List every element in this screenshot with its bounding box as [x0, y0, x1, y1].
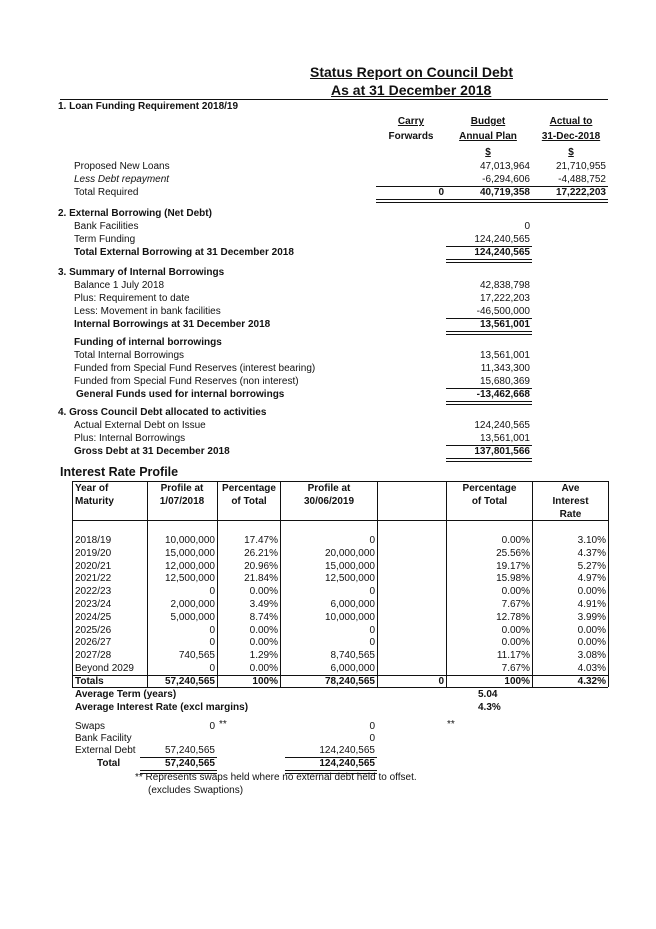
s1-row-actual: 21,710,955 [555, 161, 606, 172]
irp-cell-pct2: 12.78% [496, 611, 530, 623]
irp-h-prof1-2: 1/07/2018 [159, 496, 205, 507]
irp-h-rate-2: Interest [552, 496, 589, 507]
funding-row-value: 13,561,001 [479, 350, 530, 361]
s2-row-label: Total External Borrowing at 31 December 2018 [74, 247, 294, 258]
irp-cell-p2: 12,500,000 [324, 573, 375, 585]
funding-row-value: -13,462,668 [476, 389, 530, 400]
irp-cell-pct1: 8.74% [249, 611, 278, 623]
irp-cell-pct2: 0.00% [501, 535, 530, 546]
s1-row-label: Proposed New Loans [74, 161, 170, 172]
funding-heading: Funding of internal borrowings [74, 337, 222, 348]
irp-h-year-2: Maturity [75, 496, 114, 507]
irp-cell-p1: 12,500,000 [164, 573, 215, 585]
irp-h-prof2-2: 30/06/2019 [303, 496, 355, 507]
s1-row-actual: -4,488,752 [558, 174, 606, 185]
s4-row-value: 124,240,565 [474, 420, 530, 431]
external-debt-v1: 57,240,565 [164, 745, 215, 756]
irp-cell-p1: 0 [209, 624, 215, 636]
s4-row-value: 13,561,001 [479, 433, 530, 444]
irp-cell-pct1: 0.00% [249, 624, 278, 636]
irp-cell-rate: 0.00% [577, 637, 606, 649]
avg-term-label: Average Term (years) [75, 689, 177, 700]
title-rule [60, 99, 608, 100]
irp-h-pct2-2: of Total [471, 496, 508, 507]
funding-row-value: 11,343,300 [480, 363, 530, 374]
irp-cell-year: 2019/20 [75, 547, 112, 559]
swaps-total-label: Total [97, 758, 121, 769]
irp-h-pct1-2: of Total [231, 496, 267, 507]
irp-cell-pct1: 0.00% [249, 663, 278, 674]
irp-cell-p1: 0 [209, 586, 215, 598]
irp-cell-p2: 8,740,565 [330, 650, 375, 662]
swaps-note-1: ** Represents swaps held where no external debt held to offset. [135, 772, 417, 783]
swaps-v2: 0 [369, 721, 375, 732]
irp-cell-pct2: 19.17% [496, 560, 530, 572]
irp-cell-pct1: 20.96% [244, 560, 278, 572]
irp-cell-rate: 4.97% [577, 573, 606, 585]
irp-col-line [377, 481, 378, 687]
irp-cell-pct2: 15.98% [496, 573, 530, 585]
irp-cell-pct1: 0.00% [249, 586, 278, 598]
col-budget-2: Annual Plan [459, 131, 517, 142]
irp-h-prof1-1: Profile at [160, 483, 204, 494]
s4-row-label: Gross Debt at 31 December 2018 [74, 446, 230, 457]
irp-cell-pct1: 0.00% [249, 637, 278, 649]
irp-cell-pct2: 7.67% [501, 663, 530, 674]
irp-cell-p2: 6,000,000 [330, 663, 375, 674]
irp-cell-p1: 740,565 [178, 650, 215, 662]
col-actual-3: $ [568, 147, 574, 158]
external-debt-label: External Debt [75, 745, 136, 756]
report-title: Status Report on Council Debt [310, 64, 513, 80]
irp-totals-p1: 57,240,565 [164, 676, 215, 687]
section-3-heading: 3. Summary of Internal Borrowings [58, 267, 225, 278]
irp-h-prof2-1: Profile at [307, 483, 351, 494]
irp-totals-label: Totals [75, 676, 104, 687]
s2-row-value: 124,240,565 [474, 247, 530, 258]
swaps-note-2: (excludes Swaptions) [148, 785, 244, 796]
s1-row-budget: 40,719,358 [479, 187, 530, 198]
report-subtitle: As at 31 December 2018 [331, 82, 492, 98]
irp-h-pct2-1: Percentage [462, 483, 517, 494]
irp-h-rate-3: Rate [559, 509, 582, 520]
section-2-heading: 2. External Borrowing (Net Debt) [58, 208, 212, 219]
irp-cell-rate: 4.91% [577, 599, 606, 610]
irp-cell-rate: 3.99% [577, 611, 606, 623]
s2-row-value: 124,240,565 [474, 234, 530, 245]
s3-row-label: Less: Movement in bank facilities [74, 306, 221, 317]
irp-cell-pct1: 1.29% [249, 650, 278, 662]
irp-cell-p1: 5,000,000 [170, 611, 215, 623]
irp-cell-pct1: 21.84% [244, 573, 278, 585]
funding-row-label: Funded from Special Fund Reserves (interest bearing) [74, 363, 316, 374]
irp-h-pct1-1: Percentage [222, 483, 276, 494]
irp-cell-p2: 0 [369, 637, 375, 649]
s2-double-rule [446, 259, 532, 263]
irp-header-rule [72, 520, 608, 521]
irp-cell-rate: 5.27% [577, 560, 606, 572]
s2-row-value: 0 [524, 221, 530, 232]
interest-rate-profile-heading: Interest Rate Profile [60, 465, 179, 479]
funding-row-value: 15,680,369 [479, 376, 530, 387]
col-carry-2: Forwards [388, 131, 434, 142]
irp-totals-pct1: 100% [252, 676, 278, 687]
irp-cell-pct1: 3.49% [249, 599, 278, 610]
swaps-label: Swaps [75, 721, 106, 732]
bank-facility-v2: 0 [369, 733, 375, 744]
irp-cell-p1: 2,000,000 [170, 599, 215, 610]
s3-row-label: Balance 1 July 2018 [74, 280, 165, 291]
col-actual-2: 31-Dec-2018 [541, 131, 601, 142]
s1-row-label: Less Debt repayment [74, 174, 170, 185]
s1-row-label: Total Required [74, 187, 139, 198]
irp-cell-p2: 15,000,000 [324, 560, 375, 572]
irp-cell-pct2: 11.17% [496, 650, 530, 662]
s3-row-value: 42,838,798 [479, 280, 530, 291]
s3-row-value: -46,500,000 [476, 306, 530, 317]
irp-cell-year: 2026/27 [75, 637, 112, 649]
irp-cell-year: 2022/23 [75, 586, 112, 598]
s1-row-budget: 47,013,964 [479, 161, 530, 172]
irp-cell-rate: 4.03% [577, 663, 606, 674]
section-4-heading: 4. Gross Council Debt allocated to activities [58, 407, 267, 418]
irp-cell-p2: 0 [369, 624, 375, 636]
irp-cell-year: 2025/26 [75, 624, 112, 636]
irp-cell-p2: 6,000,000 [330, 599, 375, 610]
irp-cell-pct2: 0.00% [501, 586, 530, 598]
irp-totals-pct2: 100% [504, 676, 530, 687]
swaps-total-v2: 124,240,565 [319, 758, 375, 769]
s1-double-rule [376, 199, 608, 203]
irp-col-line [608, 481, 609, 687]
irp-cell-pct2: 0.00% [501, 637, 530, 649]
swaps-star-2: ** [447, 719, 455, 730]
irp-cell-p1: 10,000,000 [164, 535, 215, 546]
s3-row-value: 13,561,001 [479, 319, 530, 330]
irp-totals-p2: 78,240,565 [324, 676, 375, 687]
s3-row-value: 17,222,203 [479, 293, 530, 304]
irp-cell-year: 2020/21 [75, 560, 112, 572]
irp-cell-p2: 0 [369, 586, 375, 598]
s1-row-actual: 17,222,203 [555, 187, 606, 198]
irp-cell-year: 2024/25 [75, 611, 112, 623]
s4-row-value: 137,801,566 [474, 446, 530, 457]
irp-cell-year: 2027/28 [75, 650, 112, 662]
funding-row-label: Funded from Special Fund Reserves (non interest) [74, 376, 299, 387]
irp-cell-pct1: 26.21% [244, 547, 278, 559]
irp-cell-rate: 4.37% [577, 547, 606, 559]
irp-col-line [72, 481, 73, 687]
s4-double-rule [446, 458, 532, 462]
funding-row-label: General Funds used for internal borrowings [76, 389, 285, 400]
avg-rate-value: 4.3% [478, 702, 501, 713]
s2-row-label: Bank Facilities [74, 221, 139, 232]
col-carry-1: Carry [397, 116, 425, 127]
irp-cell-p1: 0 [209, 663, 215, 674]
funding-row-label: Total Internal Borrowings [74, 350, 185, 361]
irp-h-year-1: Year of [75, 483, 109, 494]
s3-row-label: Internal Borrowings at 31 December 2018 [74, 319, 271, 330]
irp-totals-mid: 0 [438, 676, 444, 687]
s4-row-label: Actual External Debt on Issue [74, 420, 206, 431]
col-actual-1: Actual to [549, 116, 593, 127]
col-budget-1: Budget [470, 116, 506, 127]
irp-cell-year: 2021/22 [75, 573, 112, 585]
avg-term-value: 5.04 [478, 689, 498, 700]
bank-facility-label: Bank Facility [75, 733, 132, 744]
irp-cell-rate: 0.00% [577, 624, 606, 636]
irp-cell-p2: 10,000,000 [324, 611, 375, 623]
irp-cell-p1: 15,000,000 [164, 547, 215, 559]
irp-cell-pct1: 17.47% [244, 535, 278, 546]
s3-double-rule [446, 331, 532, 335]
s1-row-carry: 0 [438, 187, 444, 198]
swaps-star-1: ** [219, 719, 227, 730]
s4-row-label: Plus: Internal Borrowings [74, 433, 186, 444]
external-debt-v2: 124,240,565 [319, 745, 375, 756]
s2-row-label: Term Funding [74, 234, 136, 245]
swaps-v1: 0 [209, 721, 215, 732]
swaps-total-v1: 57,240,565 [164, 758, 215, 769]
irp-cell-year: Beyond 2029 [75, 663, 134, 674]
irp-cell-pct2: 7.67% [501, 599, 530, 610]
irp-h-rate-1: Ave [561, 483, 580, 494]
irp-cell-year: 2018/19 [75, 535, 112, 546]
s3-row-label: Plus: Requirement to date [74, 293, 190, 304]
irp-bottom-rule [72, 687, 608, 688]
avg-rate-label: Average Interest Rate (excl margins) [75, 702, 249, 713]
funding-double-rule [446, 401, 532, 405]
irp-cell-p2: 0 [369, 535, 375, 546]
irp-cell-p1: 12,000,000 [164, 560, 215, 572]
irp-cell-rate: 3.10% [577, 535, 606, 546]
irp-cell-pct2: 25.56% [496, 547, 530, 559]
section-1-heading: 1. Loan Funding Requirement 2018/19 [58, 101, 239, 112]
s1-row-budget: -6,294,606 [482, 174, 530, 185]
col-budget-3: $ [485, 147, 491, 158]
irp-cell-year: 2023/24 [75, 599, 112, 610]
irp-cell-p2: 20,000,000 [324, 547, 375, 559]
irp-cell-pct2: 0.00% [501, 624, 530, 636]
irp-totals-rate: 4.32% [577, 676, 606, 687]
irp-top-rule [72, 481, 608, 482]
irp-cell-p1: 0 [209, 637, 215, 649]
irp-cell-rate: 0.00% [577, 586, 606, 598]
irp-cell-rate: 3.08% [577, 650, 606, 662]
